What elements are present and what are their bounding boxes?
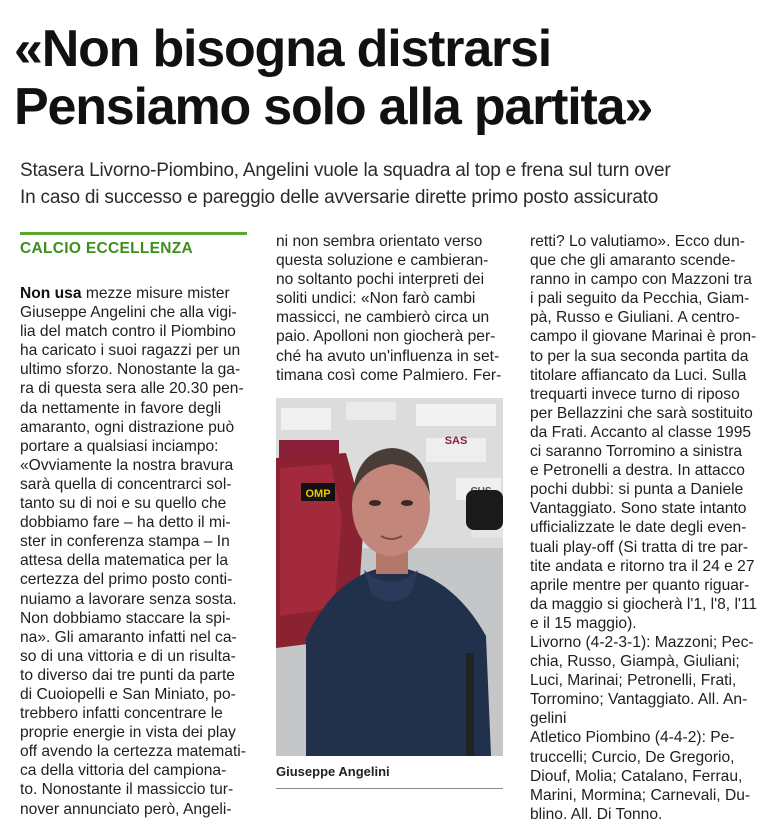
text-line: ha caricato i suoi ragazzi per un: [20, 342, 241, 360]
subtitle-line: In caso di successo e pareggio delle avversarie dirette primo posto assicurato: [20, 187, 659, 208]
photo-giuseppe-angelini: [276, 398, 503, 756]
text-line: ultimo sforzo. Nonostante la ga-: [20, 361, 241, 379]
text-line: portare a qualsiasi inciampo:: [20, 437, 219, 455]
text-line: titolare affiancato da Luci. Sulla: [530, 366, 747, 384]
text-line: Atletico Piombino (4-4-2): Pe-: [530, 729, 735, 747]
text-line: to. Nonostante il massiccio tur-: [20, 781, 234, 799]
text-line: retti? Lo valutiamo». Ecco dun-: [530, 233, 745, 250]
section-label: CALCIO ECCELLENZA: [20, 240, 194, 257]
text-line: nuiamo a lavorare senza sosta.: [20, 590, 237, 608]
text-line: Torromino; Vantaggiato. All. An-: [530, 691, 748, 709]
text-line: ra di questa sera alle 20.30 pen-: [20, 380, 244, 398]
text-line: ci saranno Torromino a sinistra: [530, 443, 743, 461]
text-line: ranno in campo con Mazzoni tra: [530, 271, 752, 289]
text-line: i pali seguito da Pecchia, Giam-: [530, 290, 750, 308]
text-line: blino. All. Di Tonno.: [530, 805, 663, 823]
text-line: Luci, Marinai; Petronelli, Frati,: [530, 672, 737, 690]
text-line: Diouf, Molia; Catalano, Ferrau,: [530, 767, 743, 785]
text-line: na». Gli amaranto infatti nel ca-: [20, 628, 237, 646]
text-line: Giuseppe Angelini che alla vigi-: [20, 304, 237, 322]
lead-words: Non usa: [20, 285, 82, 302]
text-line: nover annunciato però, Angeli-: [20, 800, 232, 818]
text-line: [20, 284, 248, 303]
text-line: que che gli amaranto scende-: [530, 252, 736, 270]
text-line: soliti undici: «Non farò cambi: [276, 290, 476, 308]
text-line: certezza del primo posto conti-: [20, 571, 233, 589]
text-line: to diverso dai tre punti da parte: [20, 666, 235, 684]
text-line: e Petronelli a destra. In attacco: [530, 462, 745, 480]
text-line: ufficializzate le date degli even-: [530, 519, 747, 537]
text-line: ca della vittoria del campiona-: [20, 762, 227, 780]
text-line: sarà quella di concentrarci sol-: [20, 475, 232, 493]
text-line: questa soluzione e cambieran-: [276, 252, 489, 270]
text-line: paio. Apolloni non giocherà per-: [276, 328, 496, 346]
text-line: Non dobbiamo staccare la spi-: [20, 609, 231, 627]
text-line: amaranto, ogni distrazione può: [20, 418, 235, 436]
text-line: ster in conferenza stampa – In: [20, 533, 230, 551]
article-column-3: [530, 232, 762, 824]
text-line: Livorno (4-2-3-1): Mazzoni; Pec-: [530, 633, 754, 651]
sponsor-text: SAS: [444, 435, 468, 447]
text-line: di Cuoiopelli e San Miniato, po-: [20, 685, 236, 703]
text-line: dobbiamo fare – ha detto il mi-: [20, 514, 231, 532]
text-line: gelini: [530, 710, 567, 728]
text-line: massicci, ne cambierò circa un: [276, 309, 490, 327]
article-column-1: [20, 284, 248, 819]
headline-line: «Non bisogna distrarsi: [14, 20, 552, 78]
text-line: campo il giovane Marinai è pron-: [530, 328, 757, 346]
text-line: chia, Russo, Giampà, Giuliani;: [530, 653, 740, 671]
text-line: lia del match contro il Piombino: [20, 323, 236, 341]
caption-rule: [276, 788, 503, 789]
text-line: attesa della matematica per la: [20, 552, 229, 570]
text-line: tanto su di noi e su quello che: [20, 495, 227, 513]
text-line: ché ha avuto un'influenza in set-: [276, 347, 500, 365]
subtitle: [20, 157, 765, 211]
text-line: proprie energie in vista dei play: [20, 724, 236, 742]
sponsor-text: OMP: [305, 488, 331, 500]
text-line: pochi dubbi: si punta a Daniele: [530, 481, 744, 499]
headline-line: Pensiamo solo alla partita»: [14, 78, 653, 136]
text-line: per Bellazzini che sarà sostituito: [530, 404, 753, 422]
text-line: trebbero infatti concentrare le: [20, 705, 223, 723]
text-line: Vantaggiato. Sono state intanto: [530, 500, 747, 518]
text-line: da maggio si giocherà l'1, l'8, l'11: [530, 595, 758, 613]
text-line: Marini, Mormina; Carnevali, Du-: [530, 786, 751, 804]
text-line: e il 15 maggio).: [530, 614, 637, 632]
article-column-2: [276, 232, 504, 385]
subtitle-line: Stasera Livorno-Piombino, Angelini vuole la squadra al top e frena sul turn over: [20, 160, 671, 181]
press-conference-photo: [276, 398, 503, 756]
text-line: da Frati. Accanto al classe 1995: [530, 423, 752, 441]
text-line: so di una vittoria e di un risulta-: [20, 647, 236, 665]
text-line: ni non sembra orientato verso: [276, 233, 483, 250]
section-rule: [20, 232, 247, 235]
lead-rest: mezze misure mister: [81, 285, 230, 302]
text-line: no soltanto pochi interpreti dei: [276, 271, 485, 289]
text-line: da nettamente in favore degli: [20, 399, 222, 417]
headline: [14, 20, 764, 136]
text-line: trequarti invece turno di riposo: [530, 385, 740, 403]
text-line: truccelli; Curcio, De Gregorio,: [530, 748, 735, 766]
text-line: pà, Russo e Giuliani. A centro-: [530, 309, 740, 327]
photo-caption: Giuseppe Angelini: [276, 764, 390, 779]
text-line: tite andata e ritorno tra il 24 e 27: [530, 557, 755, 575]
text-line: «Ovviamente la nostra bravura: [20, 456, 234, 474]
text-line: aprile mentre per quanto riguar-: [530, 576, 750, 594]
text-line: timana così come Palmiero. Fer-: [276, 366, 502, 384]
text-line: tuali play-off (Si tratta di tre par-: [530, 538, 749, 556]
text-line: to per la sua seconda partita da: [530, 347, 749, 365]
text-line: off avendo la certezza matemati-: [20, 743, 246, 761]
